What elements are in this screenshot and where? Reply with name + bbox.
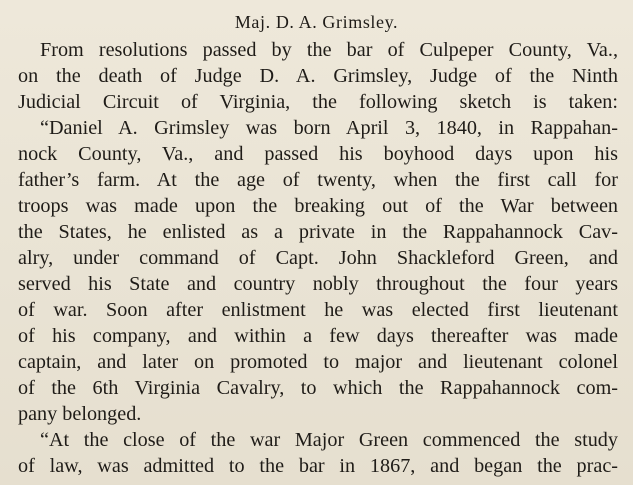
text-line: From resolutions passed by the bar of Culpeper County, Va., bbox=[40, 39, 618, 61]
text-line: Judicial Circuit of Virginia, the following sketch is taken: bbox=[18, 91, 618, 113]
text-line: father’s farm. At the age of twenty, when the first call for bbox=[18, 169, 618, 191]
text-line: “At the close of the war Major Green commenced the study bbox=[40, 429, 618, 451]
text-line: on the death of Judge D. A. Grimsley, Judge of the Ninth bbox=[18, 65, 618, 87]
text-line: troops was made upon the breaking out of the War between bbox=[18, 195, 618, 217]
text-line: of the 6th Virginia Cavalry, to which the Rappahannock com- bbox=[18, 377, 618, 399]
page-title: Maj. D. A. Grimsley. bbox=[234, 12, 399, 32]
text-line: captain, and later on promoted to major and lieutenant colonel bbox=[18, 351, 618, 373]
text-line: of law, was admitted to the bar in 1867, and began the prac- bbox=[18, 455, 618, 477]
text-line: alry, under command of Capt. John Shackleford Green, and bbox=[18, 247, 618, 269]
text-line: of war. Soon after enlistment he was elected first lieutenant bbox=[18, 299, 618, 321]
text-line: pany belonged. bbox=[18, 403, 142, 425]
text-line: nock County, Va., and passed his boyhood days upon his bbox=[18, 143, 618, 165]
text-line: of his company, and within a few days thereafter was made bbox=[18, 325, 618, 347]
text-line: the States, he enlisted as a private in the Rappahannock Cav- bbox=[18, 221, 618, 243]
text-line: “Daniel A. Grimsley was born April 3, 1840, in Rappahan- bbox=[40, 117, 618, 139]
text-line: served his State and country nobly throughout the four years bbox=[18, 273, 618, 295]
